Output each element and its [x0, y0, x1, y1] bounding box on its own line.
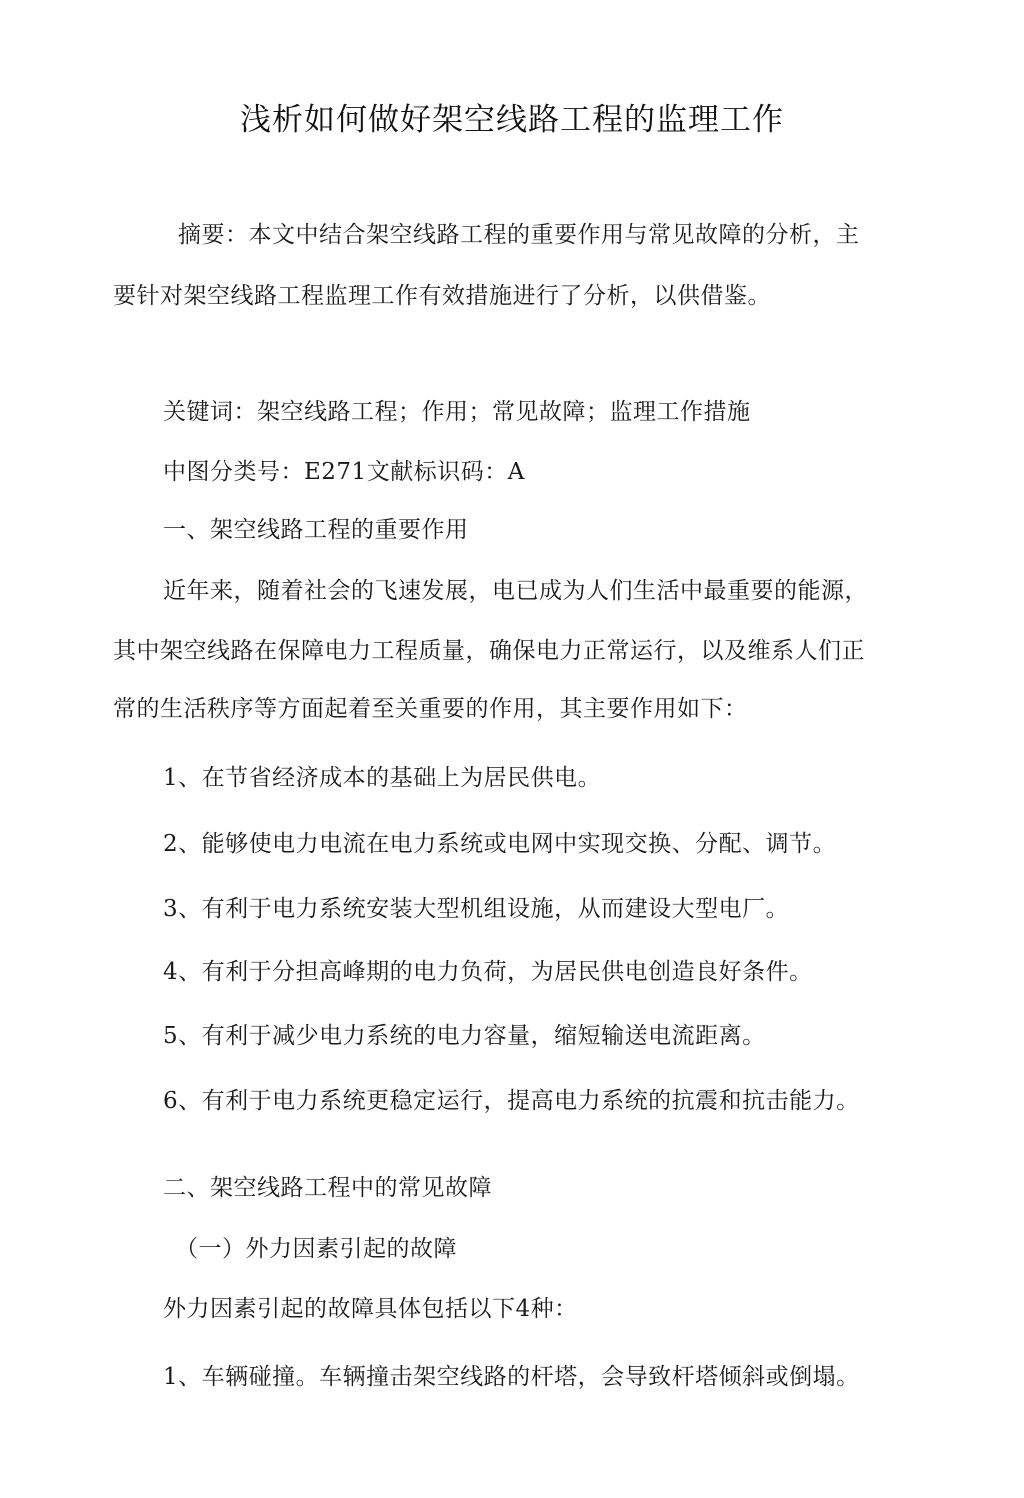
- list-item-2: 2、能够使电力电流在电力系统或电网中实现交换、分配、调节。: [163, 831, 837, 857]
- document-title: 浅析如何做好架空线路工程的监理工作: [240, 102, 784, 138]
- section-2-intro: 外力因素引起的故障具体包括以下4种：: [163, 1296, 578, 1322]
- classification: 中图分类号：E271文献标识码：A: [163, 459, 525, 485]
- abstract-line-1: 摘要：本文中结合架空线路工程的重要作用与常见故障的分析，主: [178, 222, 860, 248]
- list-item-5: 5、有利于减少电力系统的电力容量，缩短输送电流距离。: [163, 1023, 766, 1049]
- section-2-subheading: （一）外力因素引起的故障: [175, 1236, 457, 1262]
- section-2-heading: 二、架空线路工程中的常见故障: [163, 1175, 492, 1201]
- abstract-line-2: 要针对架空线路工程监理工作有效措施进行了分析，以供借鉴。: [113, 283, 771, 309]
- list-item-6: 6、有利于电力系统更稳定运行，提高电力系统的抗震和抗击能力。: [163, 1088, 860, 1114]
- section-2-item-1: 1、车辆碰撞。车辆撞击架空线路的杆塔，会导致杆塔倾斜或倒塌。: [163, 1364, 860, 1390]
- section-1-heading: 一、架空线路工程的重要作用: [163, 517, 469, 543]
- section-1-paragraph-line-3: 常的生活秩序等方面起着至关重要的作用，其主要作用如下：: [113, 696, 748, 722]
- list-item-1: 1、在节省经济成本的基础上为居民供电。: [163, 765, 602, 791]
- list-item-3: 3、有利于电力系统安装大型机组设施，从而建设大型电厂。: [163, 896, 790, 922]
- section-1-paragraph-line-1: 近年来，随着社会的飞速发展，电已成为人们生活中最重要的能源，: [163, 578, 868, 604]
- keywords: 关键词：架空线路工程；作用；常见故障；监理工作措施: [163, 399, 751, 425]
- section-1-paragraph-line-2: 其中架空线路在保障电力工程质量，确保电力正常运行，以及维系人们正: [113, 638, 865, 664]
- list-item-4: 4、有利于分担高峰期的电力负荷，为居民供电创造良好条件。: [163, 959, 813, 985]
